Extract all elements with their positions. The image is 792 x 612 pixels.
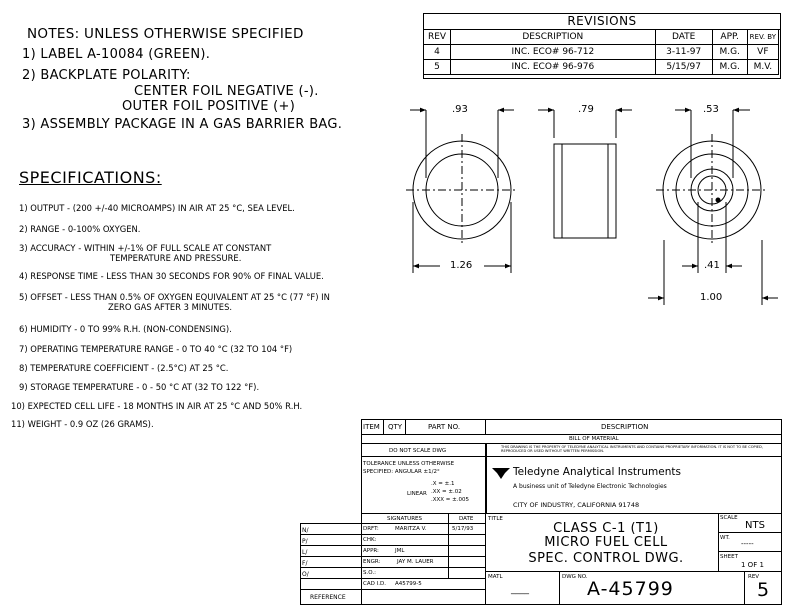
drawing-title-line-3: SPEC. CONTROL DWG. [528,551,684,566]
side-view [538,110,632,238]
spec-item: 4) RESPONSE TIME - LESS THAN 30 SECONDS FOR 90% OF FINAL VALUE. [19,271,324,281]
tolerance-linear: LINEAR [407,491,427,497]
engr-label: ENGR: [363,559,381,565]
sheet-label: SHEET [720,554,738,560]
tolerance-xxx: .XXX = ±.005 [431,497,470,503]
spec-item: 1) OUTPUT - (200 +/-40 MICROAMPS) IN AIR AT 25 °C, SEA LEVEL. [19,203,295,213]
matl-label: MATL [488,574,503,580]
spec-item: 6) HUMIDITY - 0 TO 99% R.H. (NON-CONDENSING). [19,324,232,334]
date-label: DATE [459,516,474,522]
rev-header: REV. BY [747,30,778,45]
note-2b: OUTER FOIL POSITIVE (+) [122,99,296,114]
rev-header: DATE [655,30,712,45]
col-qty: QTY [388,423,403,431]
revisions-block [423,13,781,79]
dim-outer-diameter: .93 [452,104,468,115]
note-3: 3) ASSEMBLY PACKAGE IN A GAS BARRIER BAG. [22,117,343,132]
no-scale-note: DO NOT SCALE DWG [389,448,447,454]
spec-item: 10) EXPECTED CELL LIFE - 18 MONTHS IN AIR AT 25 °C AND 50% R.H. [11,401,303,411]
notes-heading: NOTES: UNLESS OTHERWISE SPECIFIED [27,26,304,42]
spec-item: 5) OFFSET - LESS THAN 0.5% OF OXYGEN EQUIVALENT AT 25 °C (77 °F) IN [19,292,330,302]
scale-label: SCALE [720,515,738,521]
spec-item: 9) STORAGE TEMPERATURE - 0 - 50 °C AT (32 TO 122 °F). [19,382,260,392]
cad-id: A45799-5 [395,581,422,587]
chk-label: CHK: [363,537,377,543]
note-2: 2) BACKPLATE POLARITY: [22,68,191,83]
revisions-title: REVISIONS [424,14,780,30]
teledyne-logo-icon [491,466,511,480]
dim-total-diameter: 1.00 [700,292,723,303]
bill-of-material: BILL OF MATERIAL [569,436,619,442]
rev-cell: M.G. [712,60,747,75]
dim-inner-diameter: .53 [703,104,719,115]
rev-cell: M.G. [712,45,747,60]
title-block [361,419,782,605]
ref-label: P/ [302,538,308,545]
title-label: TITLE [488,516,503,522]
drawing-title-line-2: MICRO FUEL CELL [544,535,668,550]
rev-label: REV [748,574,760,580]
appr-name: JML [395,548,405,554]
so-label: S.O.: [363,570,376,576]
company-name: Teledyne Analytical Instruments [513,466,681,478]
tolerance-x: .X = ±.1 [431,481,455,487]
spec-item: 8) TEMPERATURE COEFFICIENT - (2.5°C) AT 25 °C. [19,363,229,373]
drft-label: DRFT: [363,526,379,532]
rev-cell: 4 [424,45,451,60]
specifications-heading: SPECIFICATIONS: [19,168,162,187]
col-item: ITEM [363,423,380,431]
company-subtitle: A business unit of Teledyne Electronic Technologies [513,483,667,490]
drawing-views [400,90,792,320]
dim-height: .79 [578,104,594,115]
drawing-number: A-45799 [587,578,674,600]
note-1: 1) LABEL A-10084 (GREEN). [22,47,211,62]
rev-cell: 5/15/97 [655,60,712,75]
signatures-label: SIGNATURES [387,516,422,522]
ref-label: F/ [302,560,308,567]
company-city: CITY OF INDUSTRY, CALIFORNIA 91748 [513,501,640,509]
sheet-value: 1 OF 1 [741,561,764,569]
dim-overall-diameter: 1.26 [450,260,473,271]
drft-date: 5/17/93 [452,526,474,532]
rev-cell: VF [747,45,778,60]
front-view-left [406,110,518,273]
cad-label: CAD I.D. [363,581,386,587]
drft-name: MARITZA V. [395,526,427,532]
rev-cell: M.V. [747,60,778,75]
reference-label: REFERENCE [310,594,346,601]
spec-item: ZERO GAS AFTER 3 MINUTES. [108,302,233,312]
rev-cell: 3-11-97 [655,45,712,60]
tolerance-xx: .XX = ±.02 [431,489,462,495]
appr-label: APPR: [363,548,379,554]
dim-center-diameter: .41 [704,260,720,271]
dwg-no-label: DWG NO. [562,574,588,580]
ref-label: L/ [302,549,308,556]
spec-item: 7) OPERATING TEMPERATURE RANGE - 0 TO 40 °C (32 TO 104 °F) [19,344,293,354]
spec-item: 3) ACCURACY - WITHIN +/-1% OF FULL SCALE AT CONSTANT [19,243,272,253]
revisions-table [423,29,779,75]
rev-cell: INC. ECO# 96-712 [451,45,656,60]
engr-name: JAY M. LAUER [397,559,434,565]
proprietary-note: THIS DRAWING IS THE PROPERTY OF TELEDYNE ANALYTICAL INSTRUMENTS AND CONTAINS PROPRIETARY INFORMATION. IT IS NOT TO BE COPIED, REPRODUCED OR USED WITHOUT WRITTEN PERMISSION. [501,445,763,454]
rev-cell: INC. ECO# 96-976 [451,60,656,75]
spec-item: 11) WEIGHT - 0.9 OZ (26 GRAMS). [11,419,154,429]
tolerance-angular: SPECIFIED: ANGULAR ±1/2° [363,469,440,475]
rev-header: APP. [712,30,747,45]
rev-cell: 5 [424,60,451,75]
tolerance-title: TOLERANCE UNLESS OTHERWISE [363,461,455,467]
ref-label: N/ [302,527,309,534]
spec-item: 2) RANGE - 0-100% OXYGEN. [19,224,141,234]
reference-column [300,523,362,605]
col-description: DESCRIPTION [601,423,649,431]
scale-value: NTS [745,520,765,531]
ref-label: O/ [302,571,309,578]
wt-value: ----- [741,540,754,548]
drawing-title-line-1: CLASS C-1 (T1) [553,521,659,536]
revision-value: 5 [757,579,770,601]
note-2a: CENTER FOIL NEGATIVE (-). [134,84,319,99]
col-part: PART NO. [428,423,461,431]
front-view-right [648,110,778,305]
rev-header: DESCRIPTION [451,30,656,45]
rev-header: REV [424,30,451,45]
table-row [424,45,779,60]
table-row [424,60,779,75]
wt-label: WT. [720,535,730,541]
spec-item: TEMPERATURE AND PRESSURE. [110,253,242,263]
matl-value: ____ [511,585,529,595]
